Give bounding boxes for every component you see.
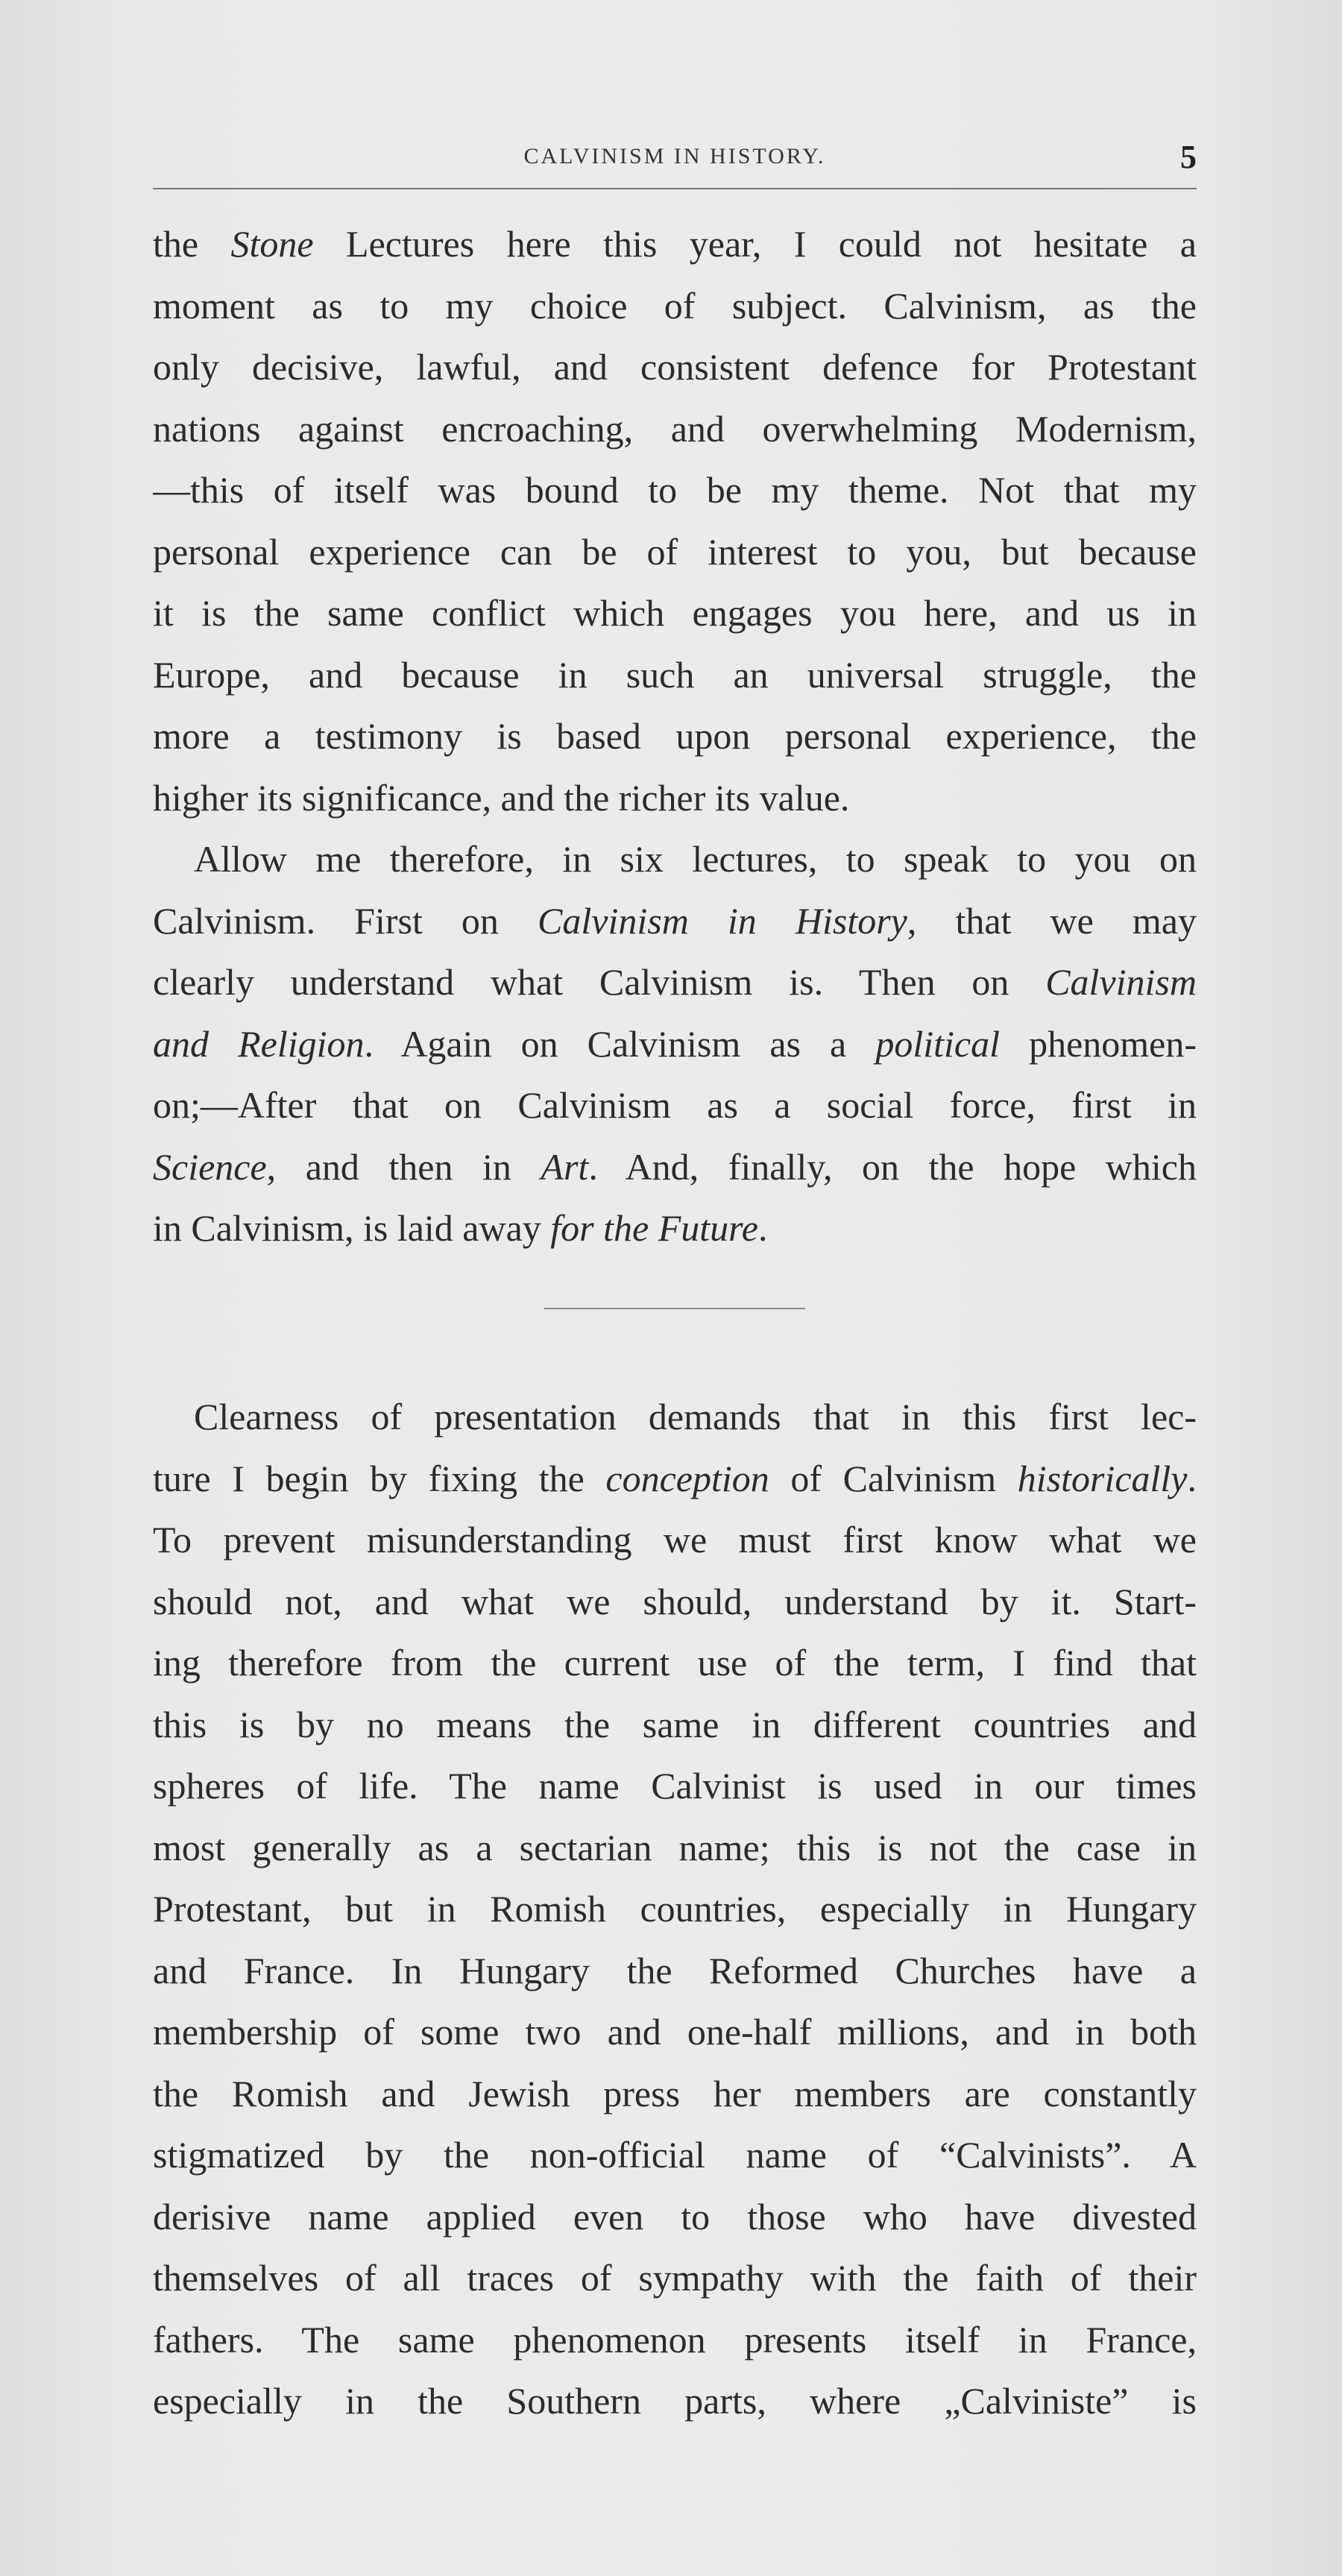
text-line [153,644,1197,706]
text-run: personal experience can be of interest to you, but because [153,530,1197,573]
paragraph [153,1386,1197,2432]
text-run: To prevent misunderstanding we must first know what we [153,1519,1197,1561]
italic-text: Calvinism [1045,961,1197,1003]
text-run: . [1187,1457,1197,1499]
text-line [153,1878,1197,1940]
text-run: moment as to my choice of subject. Calvinism, as the [153,284,1197,327]
text-line [153,2001,1197,2063]
text-run: themselves of all traces of sympathy with the faith of their [153,2257,1197,2299]
text-run: , and then in [266,1145,541,1188]
text-run: phenomen- [999,1022,1197,1065]
text-run: of Calvinism [769,1457,1018,1499]
text-line [153,1632,1197,1694]
text-run: in Calvinism, is laid away [153,1207,551,1249]
text-line [153,1013,1197,1075]
text-run: ture I begin by fixing the [153,1457,606,1499]
text-run: . Again on Calvinism as a [364,1022,876,1065]
italic-text: political [875,1022,1000,1065]
paragraph [153,828,1197,1259]
text-block-bottom [153,1386,1197,2432]
text-run: higher its significance, and the richer its value. [153,776,850,819]
text-line [153,459,1197,521]
text-line [153,2063,1197,2125]
text-line [153,767,1197,829]
text-line [153,1694,1197,1756]
text-run: more a testimony is based upon personal experience, the [153,715,1197,757]
italic-text: conception [605,1457,769,1499]
text-line [153,890,1197,952]
italic-text: Art [541,1145,589,1188]
header-rule [153,188,1197,189]
text-run: Calvinism. First on [153,899,538,942]
text-run: . [757,1207,768,1249]
text-run: membership of some two and one-half millions, and in both [153,2011,1197,2053]
italic-text: historically [1017,1457,1188,1499]
text-run: and France. In Hungary the Reformed Churches have a [153,1949,1197,1991]
text-run: on;—After that on Calvinism as a social force, first in [153,1084,1197,1126]
text-run: . And, finally, on the hope which [588,1145,1197,1188]
italic-text: Stone [230,223,314,265]
text-run: —this of itself was bound to be my theme. Not that my [153,469,1197,511]
italic-text: for the Future [550,1207,758,1249]
text-run: the [153,223,231,265]
running-head [153,138,1197,175]
text-run: Europe, and because in such an universal struggle, the [153,653,1197,696]
text-line [153,336,1197,398]
text-line [153,521,1197,583]
text-line [153,1509,1197,1571]
text-line [153,582,1197,644]
text-line [153,398,1197,460]
text-run: spheres of life. The name Calvinist is used in our times [153,1765,1197,1807]
text-line [153,2370,1197,2432]
text-line [153,1755,1197,1817]
text-line [153,2124,1197,2186]
text-run: Allow me therefore, in six lectures, to speak to you on [194,838,1197,880]
text-run: it is the same conflict which engages you here, and us in [153,592,1197,634]
text-run: fathers. The same phenomenon presents itself in France, [153,2318,1197,2361]
text-line [153,275,1197,337]
text-run: only decisive, lawful, and consistent defence for Protestant [153,346,1197,388]
text-run: clearly understand what Calvinism is. Then on [153,961,1046,1003]
text-line [153,1136,1197,1198]
text-line [153,828,1197,890]
text-run: stigmatized by the non-official name of “Calvinists”. A [153,2134,1197,2176]
text-line [153,2247,1197,2309]
text-line [153,213,1197,275]
text-run: the Romish and Jewish press her members are constantly [153,2072,1197,2114]
text-line [153,1817,1197,1879]
text-run: derisive name applied even to those who have divested [153,2195,1197,2238]
text-line [153,1448,1197,1510]
text-run: especially in the Southern parts, where „Calviniste” is [153,2380,1197,2422]
paragraph [153,213,1197,828]
text-line [153,2186,1197,2248]
section-divider [544,1308,805,1309]
text-line [153,951,1197,1013]
text-run: Protestant, but in Romish countries, especially in Hungary [153,1888,1197,1930]
text-line [153,1386,1197,1448]
text-line [153,705,1197,767]
italic-text: Calvinism in History [538,899,907,942]
text-line [153,1571,1197,1633]
text-line [153,1074,1197,1136]
text-block-top [153,213,1197,1259]
running-title: CALVINISM IN HISTORY. [523,144,826,169]
text-run: should not, and what we should, understand by it. Start- [153,1580,1197,1622]
page-number: 5 [1180,139,1197,175]
text-run: , that we may [907,899,1197,942]
text-line [153,1197,1197,1259]
text-run: ing therefore from the current use of the term, I find that [153,1642,1197,1684]
text-run: nations against encroaching, and overwhelming Modernism, [153,407,1197,450]
text-run: most generally as a sectarian name; this is not the case in [153,1826,1197,1868]
italic-text: Science [153,1145,267,1188]
italic-text: and Religion [153,1022,365,1065]
text-run: this is by no means the same in different countries and [153,1703,1197,1745]
text-line [153,2309,1197,2371]
text-run: Lectures here this year, I could not hesitate a [313,223,1197,265]
text-line [153,1940,1197,2002]
text-run: Clearness of presentation demands that in this first lec- [194,1396,1197,1437]
